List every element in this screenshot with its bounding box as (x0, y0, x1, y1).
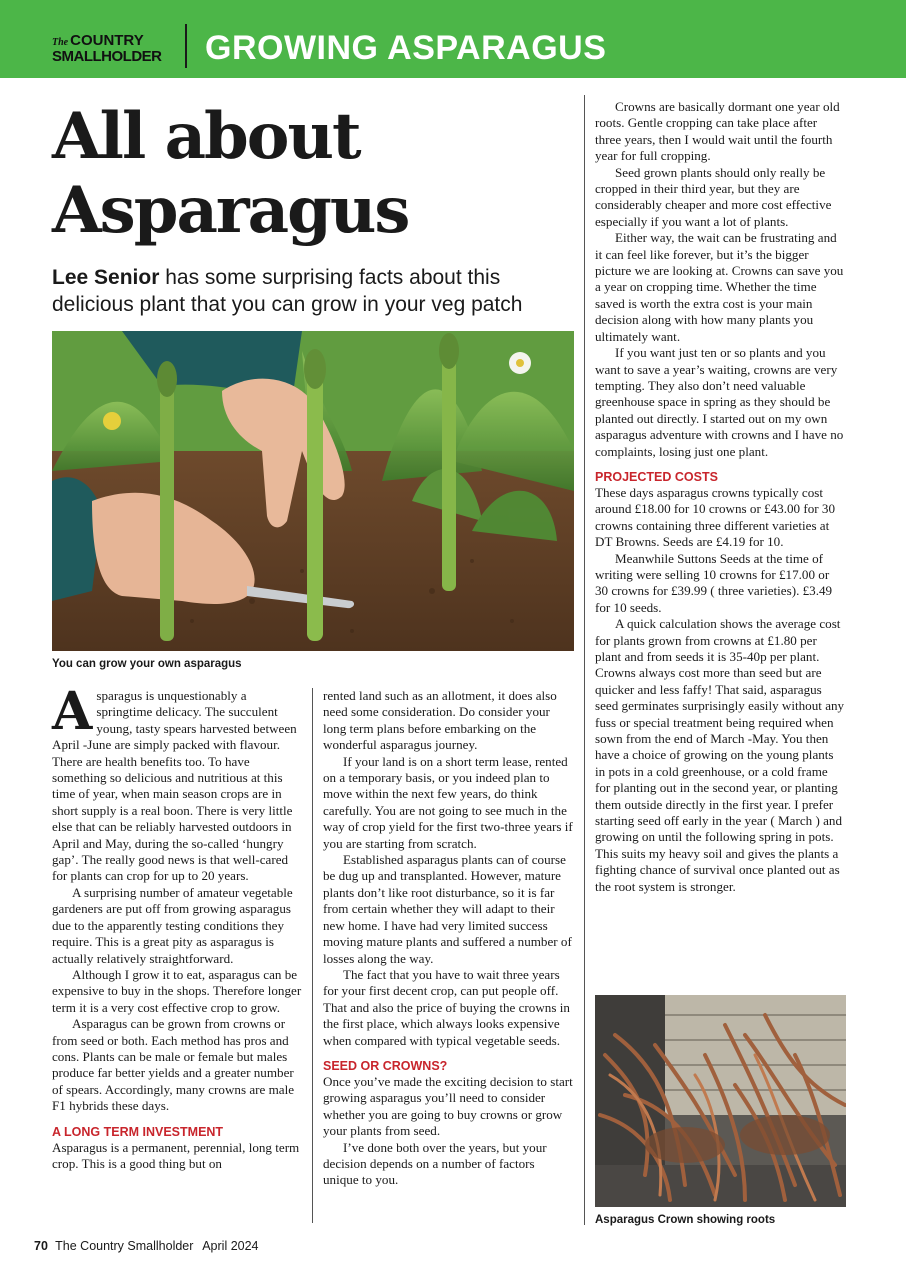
paragraph: Once you’ve made the exciting decision to start growing asparagus you’ll need to consider whether you are going to buy crowns or grow your plants from seed. (323, 1073, 573, 1139)
logo-smallholder: SMALLHOLDER (52, 48, 162, 65)
footer-magazine-name: The Country Smallholder (55, 1239, 194, 1253)
asparagus-crown-photo (595, 995, 846, 1207)
paragraph: If you want just ten or so plants and you want to save a year’s waiting, crowns are very tempting. They also don’t need valuable greenhouse space in spring as they should be planted out directly. I started out on my own asparagus adventure with crowns and I have no complaints, losing just one plant. (595, 345, 844, 459)
article-title (52, 100, 572, 248)
paragraph: A quick calculation shows the average cost for plants grown from crowns at £1.80 per plant and from seeds it is 35-40p per plant. Crowns always cost more than seed but are quicker and less faffy! That said, asparagus seed germinates surprisingly easily without any fuss or special treatment being required when sown from the end of March -May. You then have a choice of growing on the young plants in pots in a cold greenhouse, or a cold frame for planting out in the second year, or planting them outside directly in the first year. I prefer starting seed off early in the year ( March ) and growing on until the following spring in pots. This suits my heavy soil and gives the plants a fighting chance of survival once planted out as the root system is stronger. (595, 616, 845, 894)
article-column-2 (323, 688, 573, 1189)
main-photo-caption: You can grow your own asparagus (52, 658, 242, 670)
article-column-1 (52, 681, 302, 1172)
drop-cap: A (52, 681, 93, 742)
subheading-seed-or-crowns: SEED OR CROWNS? (323, 1058, 448, 1073)
paragraph: If your land is on a short term lease, rented on a temporary basis, or you indeed plan to move within the next few years, do think carefully. You are not going to see much in the way of crop yield for the first two-three years if you are starting from scratch. (323, 753, 573, 851)
intro-text: sparagus is unquestionably a springtime delicacy. The succulent young, tasty spears harvested between April -June are simply packed with flavour. There are health benefits too. To have something so delicious and nutritious at this time of year, when main season crops are in short supply is a real boon. There is very little else that can be reliably harvested outdoors in April and May, during the so-called ‘hungry gap’. The really good news is that well-cared for plants can crop for up to 20 years. (52, 688, 297, 884)
author-name: Lee Senior (52, 266, 160, 289)
standfirst-text: has some surprising facts about this delicious plant that you can grow in your veg patch (52, 266, 523, 316)
subheading-projected-costs: PROJECTED COSTS (595, 469, 718, 484)
paragraph: These days asparagus crowns typically cost around £18.00 for 10 crowns or £43.00 for 30 crowns containing three different varieties at DT Browns. Seeds are £4.19 for 10. (595, 484, 836, 550)
logo-the: The (52, 37, 69, 48)
asparagus-photo-illustration (52, 331, 574, 651)
asparagus-photo (52, 331, 574, 651)
paragraph: Although I grow it to eat, asparagus can be expensive to buy in the shops. Therefore longer term it is a very cost effective crop to grow. (52, 966, 302, 1015)
paragraph: Crowns are basically dormant one year old roots. Gentle cropping can take place after three years, then I would wait until the fourth year for full cropping. (595, 99, 840, 164)
footer-issue-date: April 2024 (202, 1239, 259, 1253)
magazine-logo[interactable] (52, 34, 172, 64)
section-title: GROWING ASPARAGUS (205, 29, 607, 67)
title-line-2: Asparagus (52, 173, 409, 248)
title-line-1: All about (52, 99, 360, 174)
paragraph: Asparagus can be grown from crowns or from seed or both. Each method has pros and cons. Plants can be male or female but males produce far better yields and a greater number of spears. Accordingly, many crowns are male F1 hybrids these days. (52, 1016, 295, 1114)
paragraph: Either way, the wait can be frustrating and it can feel like forever, but it’s the bigger picture we are looking at. Crowns can save you a year on cropping time. Whether the time saved is worth the extra cost is your main decision along with how many plants you ultimately want. (595, 230, 844, 344)
standfirst (52, 264, 572, 318)
column-divider (312, 688, 313, 1223)
paragraph: Asparagus is a permanent, perennial, long term crop. This is a good thing but on (52, 1139, 300, 1171)
crown-photo-caption: Asparagus Crown showing roots (595, 1214, 776, 1226)
paragraph: I’ve done both over the years, but your decision depends on a number of factors unique to you. (323, 1139, 547, 1188)
header-bar (0, 0, 906, 78)
paragraph: Seed grown plants should only really be cropped in their third year, but they are considerably cheaper and more cost effective especially if you want a lot of plants. (595, 164, 832, 229)
header-divider (185, 24, 187, 68)
paragraph: The fact that you have to wait three years for your first decent crop, can put people off. That and also the price of buying the crowns in the first place, which always looks expensive when compared with typical vegetable seeds. (323, 966, 570, 1048)
page-footer (34, 1238, 259, 1254)
column-divider (584, 95, 585, 1225)
paragraph: Established asparagus plants can of course be dug up and transplanted. However, mature plants don’t like root disturbance, so it is far from certain whether they will adapt to their new home. I have had very limited success moving mature plants and suffered a number of losses along the way. (323, 852, 572, 966)
logo-country: COUNTRY (70, 32, 144, 49)
paragraph: A surprising number of amateur vegetable gardeners are put off from growing asparagus due to the apparently testing conditions they require. This is a great pity as asparagus is actually relatively straightforward. (52, 884, 293, 966)
intro-paragraph (52, 681, 302, 885)
article-column-3 (595, 99, 845, 895)
subheading-long-term-investment: A LONG TERM INVESTMENT (52, 1124, 224, 1139)
paragraph: rented land such as an allotment, it does also need some consideration. Do consider your long term plans before embarking on the wonderful asparagus journey. (323, 688, 557, 753)
asparagus-crown-illustration (595, 995, 846, 1207)
page-number: 70 (34, 1239, 48, 1253)
paragraph: Meanwhile Suttons Seeds at the time of writing were selling 10 crowns for £17.00 or 30 crowns for £39.99 ( three varieties). £3.49 for 10 seeds. (595, 550, 833, 615)
